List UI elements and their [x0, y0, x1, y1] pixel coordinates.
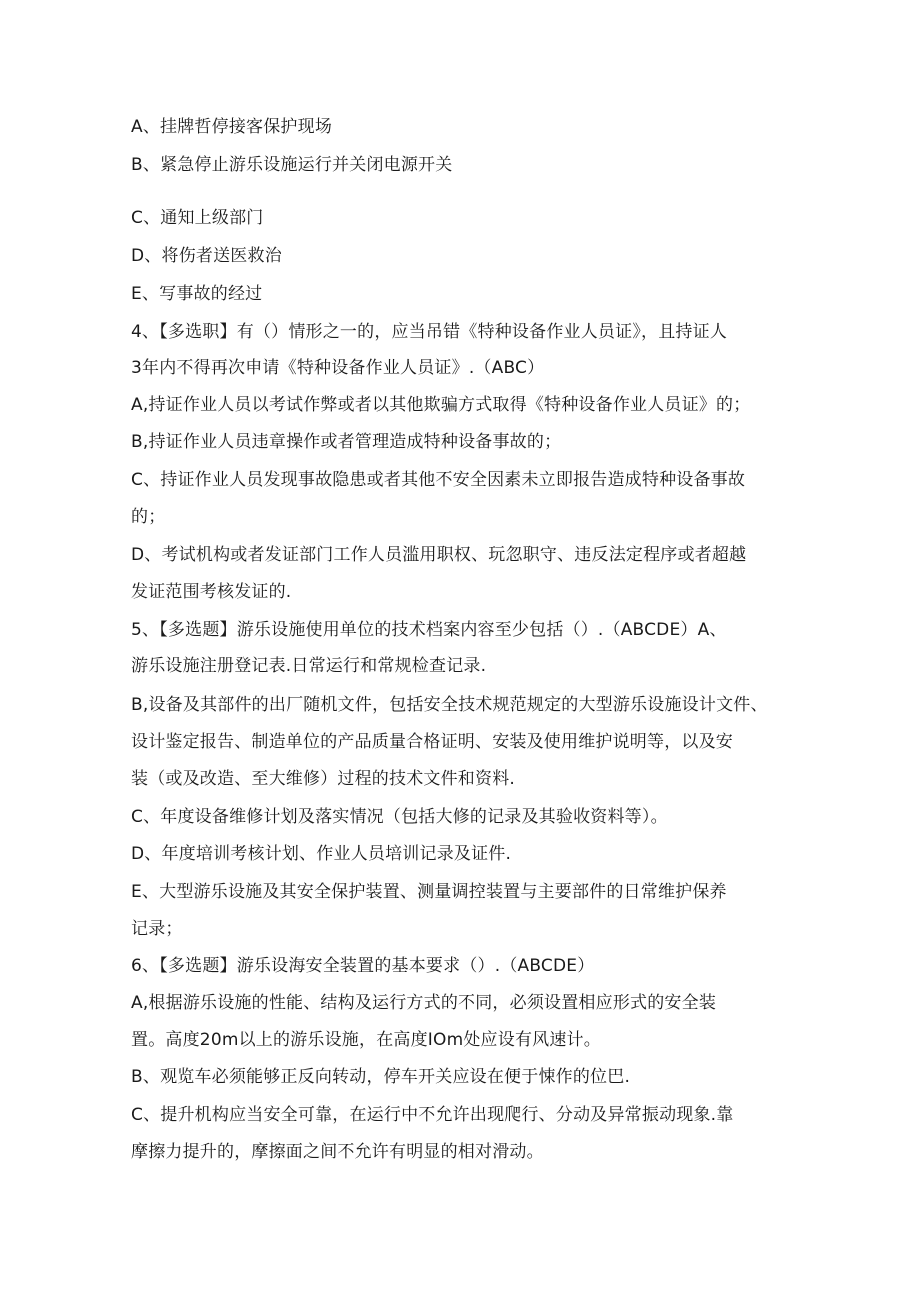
- text-line: E、写事故的经过: [131, 284, 263, 304]
- text-line: 发证范围考核发证的.: [131, 582, 292, 602]
- text-line: B、紧急停止游乐设施运行并关闭电源开关: [131, 155, 453, 175]
- text-line: B、观览车必须能够正反向转动，停车开关应设在便于悚作的位巴.: [131, 1067, 631, 1087]
- text-line: C、提升机构应当安全可靠，在运行中不允许出现爬行、分动及异常振动现象.靠: [131, 1105, 734, 1125]
- text-line: 游乐设施注册登记表.日常运行和常规检查记录.: [131, 656, 487, 676]
- text-line: E、大型游乐设施及其安全保护装置、测量调控装置与主要部件的日常维护保养: [131, 882, 727, 902]
- text-line: 置。高度20m以上的游乐设施，在高度IOm处应设有风速计。: [131, 1030, 601, 1050]
- text-line: 装（或及改造、至大维修）过程的技术文件和资料.: [131, 769, 516, 789]
- text-line: D、考试机构或者发证部门工作人员滥用职权、玩忽职守、违反法定程序或者超越: [131, 545, 747, 565]
- text-line: 设计鉴定报告、制造单位的产品质量合格证明、安装及使用维护说明等，以及安: [131, 732, 733, 752]
- text-line: D、将伤者送医救治: [131, 246, 282, 266]
- text-line: 3年内不得再次申请《特种设备作业人员证》.（ABC）: [131, 358, 545, 378]
- text-line: D、年度培训考核计划、作业人员培训记录及证件.: [131, 844, 512, 864]
- text-line: 5、【多选题】游乐设施使用单位的技术档案内容至少包括（）.（ABCDE）A、: [131, 620, 727, 640]
- text-line: A,根据游乐设施的性能、结构及运行方式的不同，必须设置相应形式的安全装: [131, 993, 717, 1013]
- text-line: 记录；: [131, 919, 183, 939]
- text-line: A、挂牌哲停接客保护现场: [131, 117, 333, 137]
- text-line: 6、【多选题】游乐设海安全装置的基本要求（）.（ABCDE）: [131, 956, 595, 976]
- text-line: C、年度设备维修计划及落实情况（包括大修的记录及其验收资料等）。: [131, 807, 668, 827]
- text-line: B,持证作业人员违章操作或者管理造成特种设备事故的；: [131, 432, 562, 452]
- text-line: A,持证作业人员以考试作弊或者以其他欺骗方式取得《特种设备作业人员证》的；: [131, 395, 751, 415]
- text-line: 摩擦力提升的，摩擦面之间不允许有明显的相对滑动。: [131, 1142, 544, 1162]
- text-line: C、持证作业人员发现事故隐患或者其他不安全因素未立即报告造成特种设备事故: [131, 470, 746, 490]
- text-line: C、通知上级部门: [131, 208, 264, 228]
- text-line: 的；: [131, 507, 166, 527]
- text-line: B,设备及其部件的出厂随机文件，包括安全技术规范规定的大型游乐设施设计文件、: [131, 695, 768, 715]
- text-line: 4、【多选职】有（）情形之一的，应当吊错《特种设备作业人员证》，且持证人: [131, 322, 728, 342]
